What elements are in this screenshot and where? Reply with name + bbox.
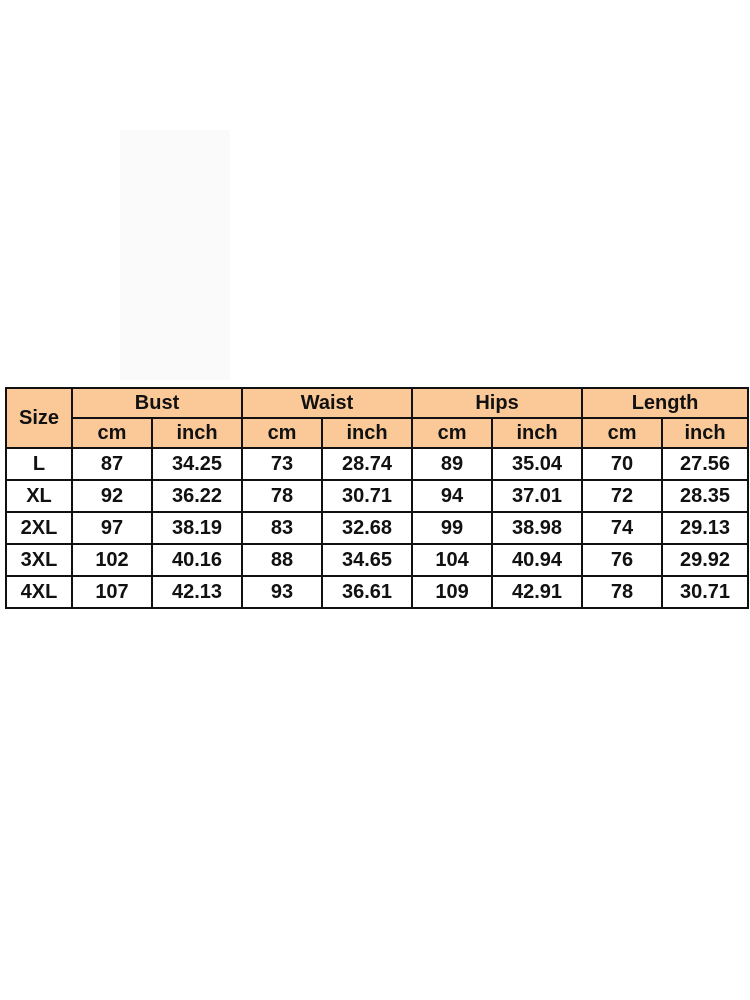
size-cell: 3XL bbox=[6, 544, 72, 576]
table-cell: 99 bbox=[412, 512, 492, 544]
table-cell: 34.65 bbox=[322, 544, 412, 576]
table-cell: 38.19 bbox=[152, 512, 242, 544]
table-cell: 34.25 bbox=[152, 448, 242, 480]
table-cell: 30.71 bbox=[662, 576, 748, 608]
table-cell: 40.94 bbox=[492, 544, 582, 576]
table-cell: 36.61 bbox=[322, 576, 412, 608]
table-cell: 107 bbox=[72, 576, 152, 608]
unit-header: cm bbox=[412, 418, 492, 448]
unit-header-row bbox=[6, 418, 748, 448]
table-cell: 89 bbox=[412, 448, 492, 480]
table-cell: 83 bbox=[242, 512, 322, 544]
waist-header: Waist bbox=[242, 388, 412, 418]
table-cell: 70 bbox=[582, 448, 662, 480]
table-row bbox=[6, 512, 748, 544]
unit-header: cm bbox=[242, 418, 322, 448]
table-row bbox=[6, 480, 748, 512]
table-cell: 27.56 bbox=[662, 448, 748, 480]
table-cell: 72 bbox=[582, 480, 662, 512]
unit-header: cm bbox=[72, 418, 152, 448]
table-cell: 94 bbox=[412, 480, 492, 512]
table-cell: 93 bbox=[242, 576, 322, 608]
size-cell: XL bbox=[6, 480, 72, 512]
size-cell: 2XL bbox=[6, 512, 72, 544]
table-cell: 29.13 bbox=[662, 512, 748, 544]
table-cell: 37.01 bbox=[492, 480, 582, 512]
size-chart-table bbox=[5, 387, 749, 609]
table-cell: 92 bbox=[72, 480, 152, 512]
table-cell: 102 bbox=[72, 544, 152, 576]
hips-header: Hips bbox=[412, 388, 582, 418]
table-row bbox=[6, 576, 748, 608]
table-cell: 76 bbox=[582, 544, 662, 576]
table-cell: 78 bbox=[242, 480, 322, 512]
size-header: Size bbox=[6, 388, 72, 448]
table-cell: 88 bbox=[242, 544, 322, 576]
length-header: Length bbox=[582, 388, 748, 418]
size-cell: 4XL bbox=[6, 576, 72, 608]
table-cell: 87 bbox=[72, 448, 152, 480]
unit-header: inch bbox=[662, 418, 748, 448]
table-cell: 36.22 bbox=[152, 480, 242, 512]
table-cell: 109 bbox=[412, 576, 492, 608]
unit-header: inch bbox=[322, 418, 412, 448]
table-cell: 40.16 bbox=[152, 544, 242, 576]
table-cell: 74 bbox=[582, 512, 662, 544]
table-row bbox=[6, 544, 748, 576]
table-cell: 42.13 bbox=[152, 576, 242, 608]
table-cell: 38.98 bbox=[492, 512, 582, 544]
table-cell: 32.68 bbox=[322, 512, 412, 544]
table-cell: 97 bbox=[72, 512, 152, 544]
unit-header: cm bbox=[582, 418, 662, 448]
unit-header: inch bbox=[152, 418, 242, 448]
table-row bbox=[6, 448, 748, 480]
bust-header: Bust bbox=[72, 388, 242, 418]
size-cell: L bbox=[6, 448, 72, 480]
table-cell: 73 bbox=[242, 448, 322, 480]
unit-header: inch bbox=[492, 418, 582, 448]
table-cell: 104 bbox=[412, 544, 492, 576]
table-cell: 28.35 bbox=[662, 480, 748, 512]
table-cell: 35.04 bbox=[492, 448, 582, 480]
group-header-row bbox=[6, 388, 748, 418]
background-watermark bbox=[120, 130, 230, 380]
table-cell: 30.71 bbox=[322, 480, 412, 512]
table-cell: 42.91 bbox=[492, 576, 582, 608]
table-cell: 29.92 bbox=[662, 544, 748, 576]
table-cell: 78 bbox=[582, 576, 662, 608]
table-cell: 28.74 bbox=[322, 448, 412, 480]
